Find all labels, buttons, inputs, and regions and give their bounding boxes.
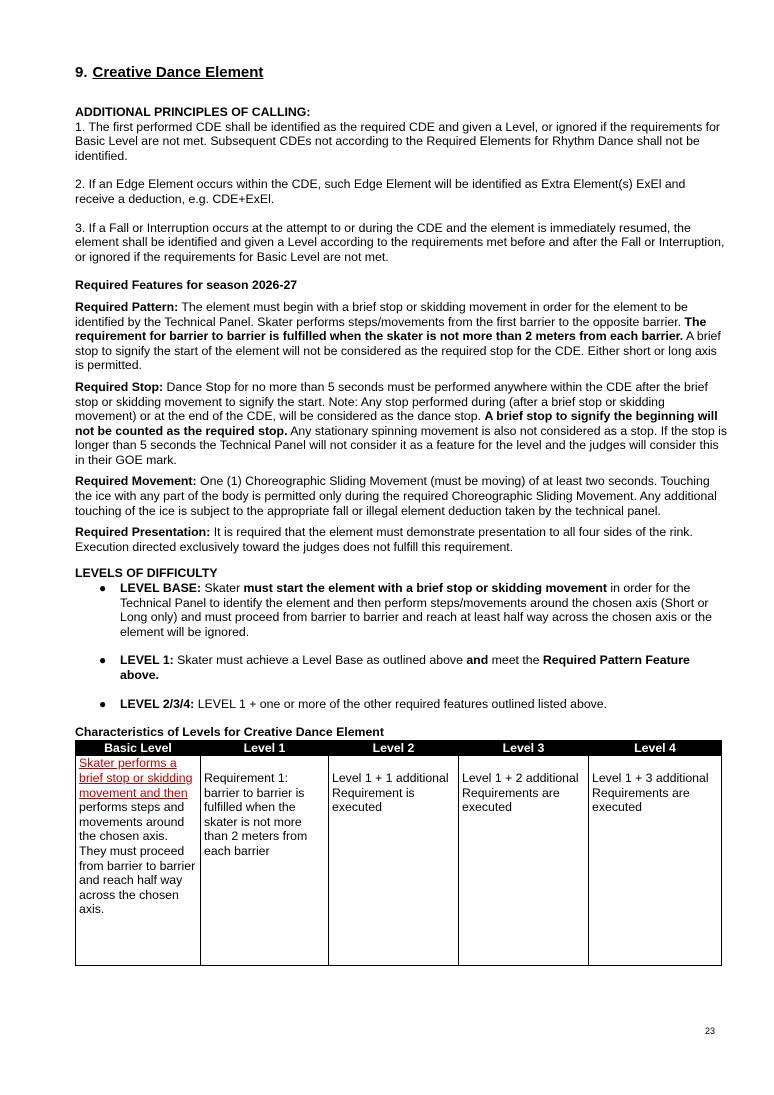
levels-list <box>75 581 727 711</box>
levels-table <box>75 740 722 967</box>
required-stop-text-2: Any stationary spinning movement is also not considered as a stop. If the stop is longer than 5 seconds the Technical Panel will not consider it as a feature for the level and the judges will consider this in their GOE mark. <box>75 423 727 467</box>
level-base-label: LEVEL BASE: <box>120 581 202 596</box>
levels-heading: LEVELS OF DIFFICULTY <box>75 566 218 581</box>
cell-level-4 <box>589 756 722 966</box>
level-1-item <box>99 653 727 682</box>
header-level-4: Level 4 <box>589 740 722 756</box>
level-4-cell-text: Level 1 + 3 additional Requirements are executed <box>592 770 709 815</box>
level-1-and: and <box>466 653 489 668</box>
header-basic-level: Basic Level <box>76 740 201 756</box>
principle-1: 1. The first performed CDE shall be identified as the required CDE and given a Level, or ignored if the requirements for Basic Level are not met. Subsequent CDEs not according to the Required Elements for Rhythm Dance shall not be identified. <box>75 119 721 163</box>
required-presentation-text: It is required that the element must demonstrate presentation to all four sides of the rink. Execution directed exclusively toward the judges does not fulfill this requirement. <box>75 525 693 554</box>
required-movement <box>75 474 727 518</box>
required-pattern-label: Required Pattern: <box>75 299 179 314</box>
section-number: 9. <box>75 64 88 81</box>
required-presentation <box>75 525 727 554</box>
level-1-cell-text: Requirement 1: barrier to barrier is fulfilled when the skater is not more than 2 meters from each barrier <box>204 770 308 858</box>
section-heading <box>75 64 727 82</box>
required-pattern-text-2: A brief stop to signify the start of the element will not be considered as the required stop for the CDE. Either short or long axis is permitted. <box>75 329 721 373</box>
principle-2: 2. If an Edge Element occurs within the CDE, such Edge Element will be identified as Extra Element(s) ExEl and receive a deduction, e.g. CDE+ExEl. <box>75 177 686 206</box>
bullet-icon: ● <box>99 696 107 711</box>
level-234-text: LEVEL 1 + one or more of the other required features outlined listed above. <box>194 696 608 711</box>
required-stop <box>75 380 727 468</box>
required-presentation-label: Required Presentation: <box>75 525 211 540</box>
required-stop-bold: A brief stop to signify the beginning will not be counted as the required stop. <box>75 409 718 438</box>
level-1-label: LEVEL 1: <box>120 653 174 668</box>
level-234-item <box>99 696 727 712</box>
level-234-label: LEVEL 2/3/4: <box>120 696 195 711</box>
required-pattern-text-1: The element must begin with a brief stop or skidding movement in order for the element to be identified by the Technical Panel. Skater performs steps/movements from the first barrier to the opposite barrier. <box>75 299 688 329</box>
required-stop-label: Required Stop: <box>75 379 164 394</box>
required-pattern-bold: The requirement for barrier to barrier is fulfilled when the skater is not more than 2 meters from each barrier. <box>75 314 707 344</box>
page-number: 23 <box>705 1026 716 1036</box>
header-level-1: Level 1 <box>201 740 329 756</box>
cell-basic-level <box>76 756 201 966</box>
required-pattern <box>75 300 727 373</box>
level-base-text-2: in order for the Technical Panel to identify the element and then perform steps/movements around the chosen axis (Short or Long only) and must proceed from barrier to barrier and reach at least half way across the chosen axis or the element will be ignored. <box>120 581 712 639</box>
bullet-icon: ● <box>99 653 107 668</box>
principle-3: 3. If a Fall or Interruption occurs at the attempt to or during the CDE and the element is immediately resumed, the element shall be identified and given a Level according to the requirements met before and after the Fall or Interruption, or ignored if the requirements for Basic Level are not met. <box>75 220 725 264</box>
basic-level-highlight: Skater performs a brief stop or skidding movement and then <box>79 756 193 800</box>
cell-level-1 <box>201 756 329 966</box>
document-page <box>75 64 727 966</box>
features-heading: Required Features for season 2026-27 <box>75 278 298 293</box>
table-caption: Characteristics of Levels for Creative Dance Element <box>75 725 384 740</box>
table-header-row <box>76 740 722 756</box>
table-row <box>76 756 722 966</box>
level-1-bold-end: Required Pattern Feature above. <box>120 653 690 682</box>
cell-level-2 <box>329 756 459 966</box>
level-base-item <box>99 581 727 639</box>
section-title: Creative Dance Element <box>92 64 264 81</box>
basic-level-text: performs steps and movements around the chosen axis. They must proceed from barrier to barrier and reach half way across the chosen axis. <box>79 800 196 917</box>
cell-level-3 <box>459 756 589 966</box>
bullet-icon: ● <box>99 581 107 596</box>
level-1-text-1: Skater must achieve a Level Base as outlined above <box>173 653 467 668</box>
level-1-text-2: meet the <box>488 653 543 668</box>
level-2-cell-text: Level 1 + 1 additional Requirement is executed <box>332 770 449 815</box>
required-movement-label: Required Movement: <box>75 474 197 489</box>
header-level-3: Level 3 <box>459 740 589 756</box>
level-3-cell-text: Level 1 + 2 additional Requirements are executed <box>462 770 579 815</box>
level-base-bold: must start the element with a brief stop or skidding movement <box>243 581 607 596</box>
level-base-text-1: Skater <box>201 581 244 596</box>
required-movement-text: One (1) Choreographic Sliding Movement (must be moving) of at least two seconds. Touching the ice with any part of the body is permitted only during the required Choreographic Sliding Movement. Any additional touching of the ice is subject to the appropriate fall or illegal element deduction taken by the technical panel. <box>75 474 717 518</box>
header-level-2: Level 2 <box>329 740 459 756</box>
principles-heading: ADDITIONAL PRINCIPLES OF CALLING: <box>75 105 311 119</box>
required-stop-text-1: Dance Stop for no more than 5 seconds must be performed anywhere within the CDE after the brief stop or skidding movement to signify the start. Note: Any stop performed during (after a brief stop or skidding movement) or at the end of the CDE, will be considered as the dance stop. <box>75 379 708 424</box>
